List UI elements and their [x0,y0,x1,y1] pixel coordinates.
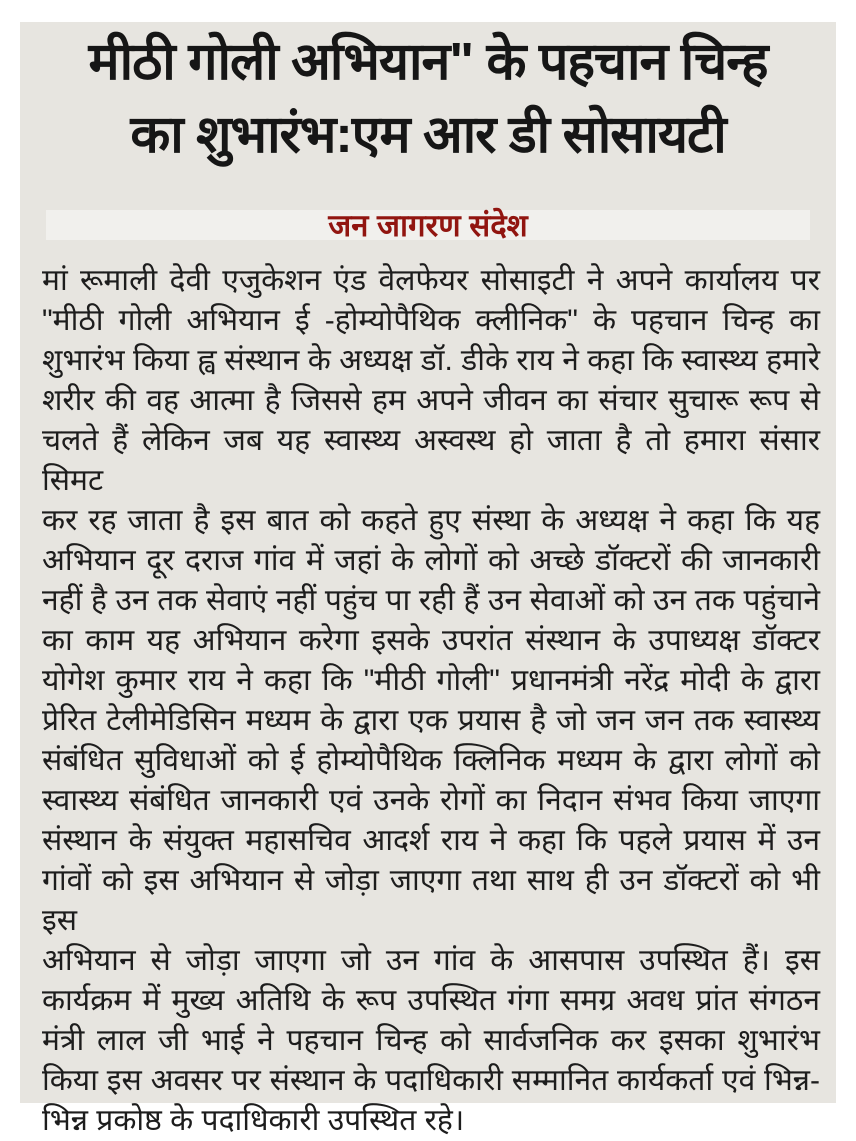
body-text-line: भिन्न प्रकोष्ठ के पदाधिकारी उपस्थित रहे। [42,1104,465,1137]
headline-line-1: मीठी गोली अभियान" के पहचान चिन्ह [88,33,768,91]
body-text-line: मंत्री लाल जी भाई ने पहचान चिन्ह को सार्वजनिक कर इसका शुभारंभ [42,1024,820,1057]
body-text-line: योगेश कुमार राय ने कहा कि "मीठी गोली" प्रधानमंत्री नरेंद्र मोदी के द्वारा [42,664,820,697]
body-text-line: शुभारंभ किया ह्व संस्थान के अध्यक्ष डॉ. डीके राय ने कहा कि स्वास्थ्य हमारे [42,344,820,377]
body-text-line: किया इस अवसर पर संस्थान के पदाधिकारी सम्मानित कार्यकर्ता एवं भिन्न- [42,1064,820,1097]
body-text-line: स्वास्थ्य संबंधित जानकारी एवं उनके रोगों का निदान संभव किया जाएगा [42,784,820,817]
article-headline [28,26,828,172]
subtitle-strip [46,208,810,243]
publication-subtitle: जन जागरण संदेश [328,208,528,243]
body-text-line: कार्यक्रम में मुख्य अतिथि के रूप उपस्थित गंगा समग्र अवध प्रांत संगठन [42,984,820,1017]
body-text-line: संस्थान के संयुक्त महासचिव आदर्श राय ने कहा कि पहले प्रयास में उन [42,824,820,857]
body-text-line: "मीठी गोली अभियान ई -होम्योपैथिक क्लीनिक" के पहचान चिन्ह का [42,304,820,337]
article-body [42,261,820,1141]
body-text-line: अभियान दूर दराज गांव में जहां के लोगों को अच्छे डॉक्टरों की जानकारी [42,544,820,577]
newspaper-clipping-panel [20,22,836,1137]
body-text-line: गांवों को इस अभियान से जोड़ा जाएगा तथा साथ ही उन डॉक्टरों को भी इस [42,864,820,937]
body-text-line: संबंधित सुविधाओं को ई होम्योपैथिक क्लिनिक मध्यम के द्वारा लोगों को [42,744,820,777]
body-text-line: चलते हैं लेकिन जब यह स्वास्थ्य अस्वस्थ हो जाता है तो हमारा संसार सिमट [42,424,820,497]
headline-line-2: का शुभारंभ:एम आर डी सोसायटी [130,106,726,164]
body-text-line: प्रेरित टेलीमेडिसिन मध्यम के द्वारा एक प्रयास है जो जन जन तक स्वास्थ्य [42,704,820,737]
body-text-line: कर रह जाता है इस बात को कहते हुए संस्था के अध्यक्ष ने कहा कि यह [42,504,820,537]
body-text-line: शरीर की वह आत्मा है जिससे हम अपने जीवन का संचार सुचारू रूप से [42,384,820,417]
body-text-line: मां रूमाली देवी एजुकेशन एंड वेलफेयर सोसाइटी ने अपने कार्यालय पर [42,264,820,297]
body-text-line: का काम यह अभियान करेगा इसके उपरांत संस्थान के उपाध्यक्ष डॉक्टर [42,624,820,657]
body-text-line: अभियान से जोड़ा जाएगा जो उन गांव के आसपास उपस्थित हैं। इस [42,944,820,977]
body-text-line: नहीं है उन तक सेवाएं नहीं पहुंच पा रही हैं उन सेवाओं को उन तक पहुंचाने [42,584,820,617]
